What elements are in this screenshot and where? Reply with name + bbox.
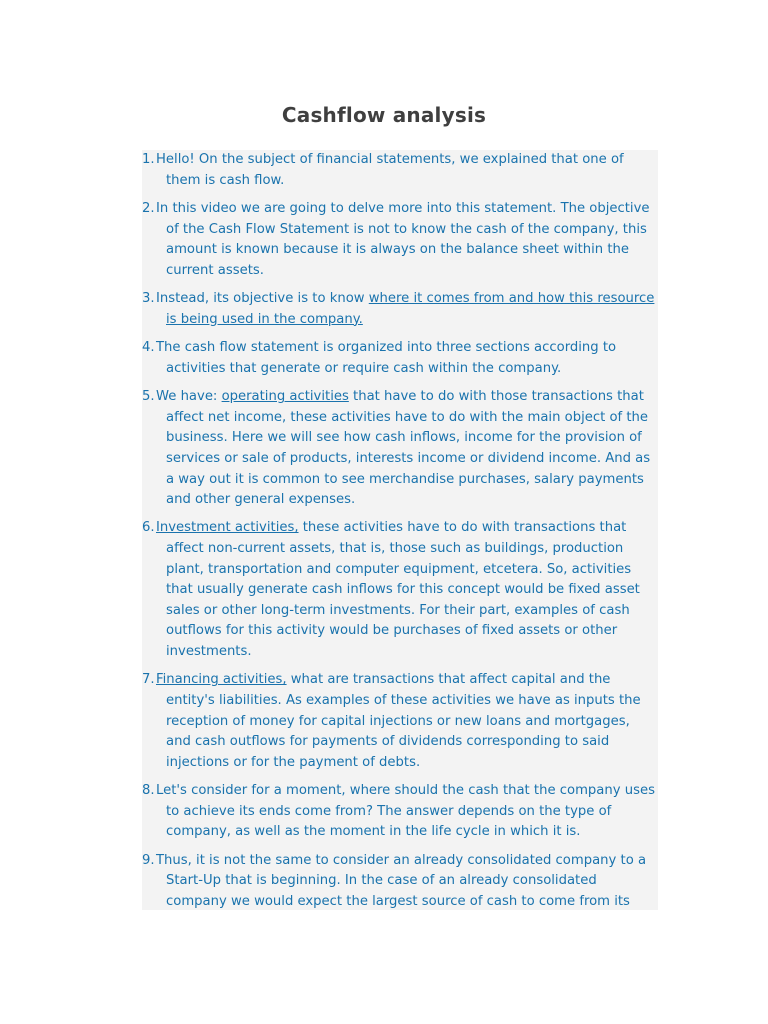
underlined-phrase: operating activities [221, 389, 349, 405]
list-item-text [156, 340, 616, 376]
list-item [142, 199, 658, 281]
text-segment: Instead, its objective is to know [156, 291, 369, 307]
list-item-text [156, 783, 655, 839]
list-item-text [156, 520, 640, 659]
list-item [142, 851, 658, 910]
list-item-text [156, 672, 641, 769]
numbered-list [142, 150, 658, 910]
numbered-list-container [142, 150, 658, 910]
list-item [142, 338, 658, 379]
list-item [142, 150, 658, 191]
list-item [142, 670, 658, 773]
text-segment: We have: [156, 389, 222, 405]
list-item-text [156, 389, 650, 507]
list-item-text [156, 201, 650, 278]
underlined-phrase: Investment activities, [156, 520, 299, 536]
text-segment: that have to do with those transactions that affect net income, these activities have to do with the main object of the business. Here we will see how cash inflows, income for the provision of services or sale of products, interests income or dividend income. And as a way out it is common to see merchandise purchases, salary payments and other general expenses. [166, 389, 651, 508]
text-segment: Thus, it is not the same to consider an already consolidated company to a Start-Up that is beginning. In the case of an already consolidated company we would expect the largest source of cash to come from its [156, 852, 647, 909]
list-item-number: 2. [142, 200, 155, 216]
list-item [142, 387, 658, 511]
list-item [142, 518, 658, 662]
text-segment: Hello! On the subject of financial statements, we explained that one of them is cash flow. [156, 152, 624, 188]
text-segment: In this video we are going to delve more into this statement. The objective of the Cash Flow Statement is not to know the cash of the company, this amount is known because it is always on the balance sheet within the current assets. [156, 200, 650, 278]
list-item-number: 5. [142, 389, 155, 405]
list-item [142, 289, 658, 330]
list-item-number: 9. [142, 852, 155, 868]
list-item-number: 7. [142, 672, 155, 688]
text-segment: what are transactions that affect capital and the entity's liabilities. As examples of these activities we have as inputs the reception of money for capital injections or new loans and mortgages, and cash outflows for payments of dividends corresponding to said injections or for the payment of debts. [166, 672, 641, 770]
list-item-number: 6. [142, 520, 155, 536]
document-title: Cashflow analysis [281, 103, 487, 127]
underlined-phrase: Financing activities, [156, 672, 287, 688]
list-item-text [156, 152, 624, 188]
list-item-number: 1. [142, 152, 155, 167]
text-segment: The cash flow statement is organized into three sections according to activities that generate or require cash within the company. [156, 340, 617, 376]
list-item-number: 8. [142, 783, 155, 799]
list-item-text [156, 291, 654, 327]
text-segment: Let's consider for a moment, where should the cash that the company uses to achieve its ends come from? The answer depends on the type of company, as well as the moment in the life cycle in which it is. [156, 783, 655, 840]
list-item [142, 781, 658, 843]
list-item-number: 4. [142, 340, 155, 356]
list-item-text [156, 853, 646, 909]
list-item-number: 3. [142, 291, 155, 307]
underlined-phrase: where it comes from and how this resource is being used in the company. [166, 291, 655, 327]
text-segment: these activities have to do with transactions that affect non-current assets, that is, those such as buildings, production plant, transportation and computer equipment, etcetera. So, activities that usually generate cash inflows for this concept would be fixed asset sales or other long-term investments. For their part, examples of cash outflows for this activity would be purchases of fixed assets or other investments. [166, 520, 640, 660]
